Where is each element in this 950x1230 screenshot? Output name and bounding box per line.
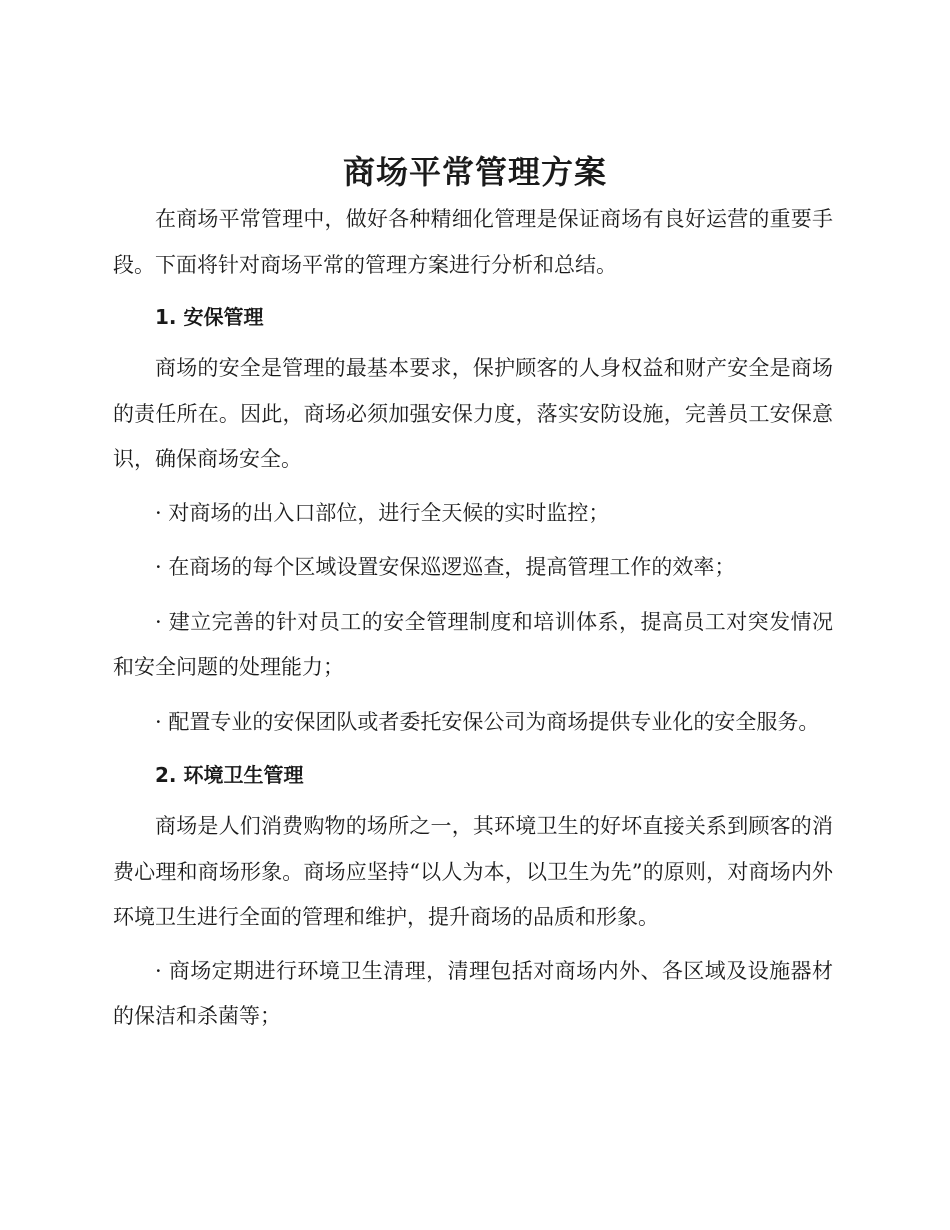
bullet-item: · 配置专业的安保团队或者委托安保公司为商场提供专业化的安全服务。 bbox=[155, 709, 820, 734]
section-paragraph: 商场是人们消费购物的场所之一，其环境卫生的好坏直接关系到顾客的消费心理和商场形象。商场应坚持“以人为本，以卫生为先”的原则，对商场内外环境卫生进行全面的管理和维护，提升商场的品质和形象。 bbox=[113, 814, 833, 929]
document-body bbox=[113, 197, 833, 1049]
intro-paragraph: 在商场平常管理中，做好各种精细化管理是保证商场有良好运营的重要手段。下面将针对商场平常的管理方案进行分析和总结。 bbox=[113, 207, 833, 277]
bullet-item: · 商场定期进行环境卫生清理，清理包括对商场内外、各区域及设施器材的保洁和杀菌等； bbox=[113, 958, 833, 1028]
bullet-item: · 建立完善的针对员工的安全管理制度和培训体系，提高员工对突发情况和安全问题的处理能力； bbox=[113, 609, 833, 679]
section-security bbox=[113, 296, 833, 745]
section-paragraph: 商场的安全是管理的最基本要求，保护顾客的人身权益和财产安全是商场的责任所在。因此，商场必须加强安保力度，落实安防设施，完善员工安保意识，确保商场安全。 bbox=[113, 356, 833, 471]
section-heading: 1. 安保管理 bbox=[155, 305, 264, 329]
section-hygiene bbox=[113, 754, 833, 1040]
section-heading: 2. 环境卫生管理 bbox=[155, 763, 304, 787]
bullet-item: · 在商场的每个区域设置安保巡逻巡查，提高管理工作的效率； bbox=[155, 555, 736, 579]
bullet-item: · 对商场的出入口部位，进行全天候的实时监控； bbox=[155, 500, 610, 525]
document-title: 商场平常管理方案 bbox=[342, 153, 607, 191]
